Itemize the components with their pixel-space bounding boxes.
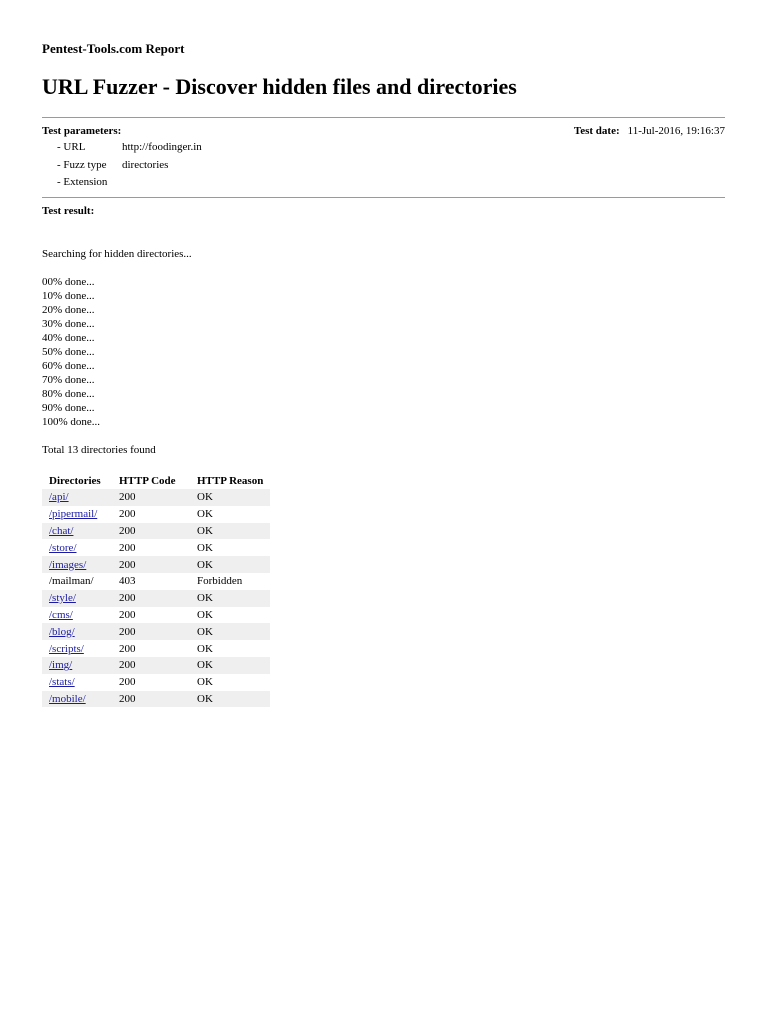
progress-log <box>42 275 100 429</box>
cell-http-reason: OK <box>190 623 270 640</box>
cell-http-reason: OK <box>190 506 270 523</box>
cell-directory <box>42 489 112 506</box>
cell-directory <box>42 539 112 556</box>
param-key: - Extension <box>57 176 108 188</box>
table-row <box>42 590 270 607</box>
searching-text: Searching for hidden directories... <box>42 248 192 260</box>
progress-line: 80% done... <box>42 388 95 400</box>
test-date <box>574 124 725 138</box>
report-brand: Pentest-Tools.com Report <box>42 41 185 56</box>
results-table-body <box>42 489 270 707</box>
cell-http-reason: OK <box>190 657 270 674</box>
directory-link[interactable]: /pipermail/ <box>49 508 98 521</box>
cell-directory <box>42 573 112 590</box>
column-header-http-code: HTTP Code <box>119 474 176 487</box>
directory-text: /mailman/ <box>49 575 94 588</box>
page-title: URL Fuzzer - Discover hidden files and directories <box>42 74 517 99</box>
cell-directory <box>42 640 112 657</box>
divider <box>42 197 725 198</box>
cell-directory <box>42 590 112 607</box>
param-value: directories <box>122 158 169 171</box>
progress-line: 30% done... <box>42 318 95 330</box>
cell-http-code: 200 <box>112 674 190 691</box>
results-table <box>42 472 270 707</box>
cell-directory <box>42 556 112 573</box>
table-row <box>42 556 270 573</box>
cell-directory <box>42 623 112 640</box>
directory-link[interactable]: /blog/ <box>49 625 75 638</box>
cell-http-code: 200 <box>112 607 190 624</box>
cell-http-code: 200 <box>112 556 190 573</box>
table-row <box>42 623 270 640</box>
cell-http-reason: Forbidden <box>190 573 270 590</box>
cell-http-code: 200 <box>112 506 190 523</box>
table-header-row <box>42 472 270 489</box>
cell-http-code: 200 <box>112 539 190 556</box>
directory-link[interactable]: /api/ <box>49 491 69 504</box>
progress-line: 10% done... <box>42 290 95 302</box>
progress-line: 40% done... <box>42 332 95 344</box>
cell-http-reason: OK <box>190 674 270 691</box>
cell-directory <box>42 523 112 540</box>
table-row <box>42 539 270 556</box>
test-result-heading: Test result: <box>42 205 95 217</box>
cell-http-reason: OK <box>190 607 270 624</box>
directory-link[interactable]: /mobile/ <box>49 692 86 705</box>
directory-link[interactable]: /img/ <box>49 659 73 672</box>
progress-line: 00% done... <box>42 276 95 288</box>
table-row <box>42 640 270 657</box>
cell-directory <box>42 674 112 691</box>
cell-http-reason: OK <box>190 640 270 657</box>
test-parameters-heading: Test parameters: <box>42 125 122 137</box>
cell-http-reason: OK <box>190 489 270 506</box>
table-row <box>42 674 270 691</box>
cell-http-reason: OK <box>190 691 270 708</box>
progress-line: 90% done... <box>42 402 95 414</box>
cell-http-code: 200 <box>112 691 190 708</box>
table-row <box>42 607 270 624</box>
param-row-url <box>57 140 202 158</box>
directory-link[interactable]: /scripts/ <box>49 642 84 655</box>
param-key: - Fuzz type <box>57 158 107 171</box>
cell-http-code: 200 <box>112 657 190 674</box>
param-key: - URL <box>57 141 86 153</box>
param-row-extension <box>57 175 202 193</box>
directory-link[interactable]: /style/ <box>49 592 76 605</box>
cell-http-reason: OK <box>190 556 270 573</box>
column-header-directories: Directories <box>49 474 101 487</box>
test-date-label: Test date: <box>573 125 620 137</box>
table-row <box>42 523 270 540</box>
cell-http-code: 200 <box>112 523 190 540</box>
cell-http-reason: OK <box>190 590 270 607</box>
cell-http-reason: OK <box>190 523 270 540</box>
progress-line: 50% done... <box>42 346 95 358</box>
param-value: http://foodinger.in <box>122 141 202 153</box>
directory-link[interactable]: /chat/ <box>49 524 74 537</box>
cell-directory <box>42 607 112 624</box>
cell-http-code: 200 <box>112 489 190 506</box>
progress-line: 20% done... <box>42 304 95 316</box>
directory-link[interactable]: /images/ <box>49 558 87 571</box>
cell-directory <box>42 691 112 708</box>
directory-link[interactable]: /cms/ <box>49 608 73 621</box>
table-row <box>42 573 270 590</box>
cell-directory <box>42 506 112 523</box>
divider <box>42 117 725 118</box>
cell-directory <box>42 657 112 674</box>
param-row-fuzz-type <box>57 158 202 176</box>
progress-line: 100% done... <box>42 416 101 428</box>
table-row <box>42 506 270 523</box>
test-parameters-list <box>57 140 202 193</box>
directory-link[interactable]: /store/ <box>49 541 77 554</box>
cell-http-code: 200 <box>112 623 190 640</box>
table-row <box>42 489 270 506</box>
directory-link[interactable]: /stats/ <box>49 676 75 689</box>
column-header-http-reason: HTTP Reason <box>197 474 264 487</box>
cell-http-code: 200 <box>112 590 190 607</box>
cell-http-code: 200 <box>112 640 190 657</box>
table-row <box>42 691 270 708</box>
progress-line: 70% done... <box>42 374 95 386</box>
test-date-value: 11-Jul-2016, 19:16:37 <box>627 125 725 137</box>
progress-line: 60% done... <box>42 360 95 372</box>
cell-http-reason: OK <box>190 539 270 556</box>
total-found-text: Total 13 directories found <box>42 444 156 456</box>
cell-http-code: 403 <box>112 573 190 590</box>
table-row <box>42 657 270 674</box>
